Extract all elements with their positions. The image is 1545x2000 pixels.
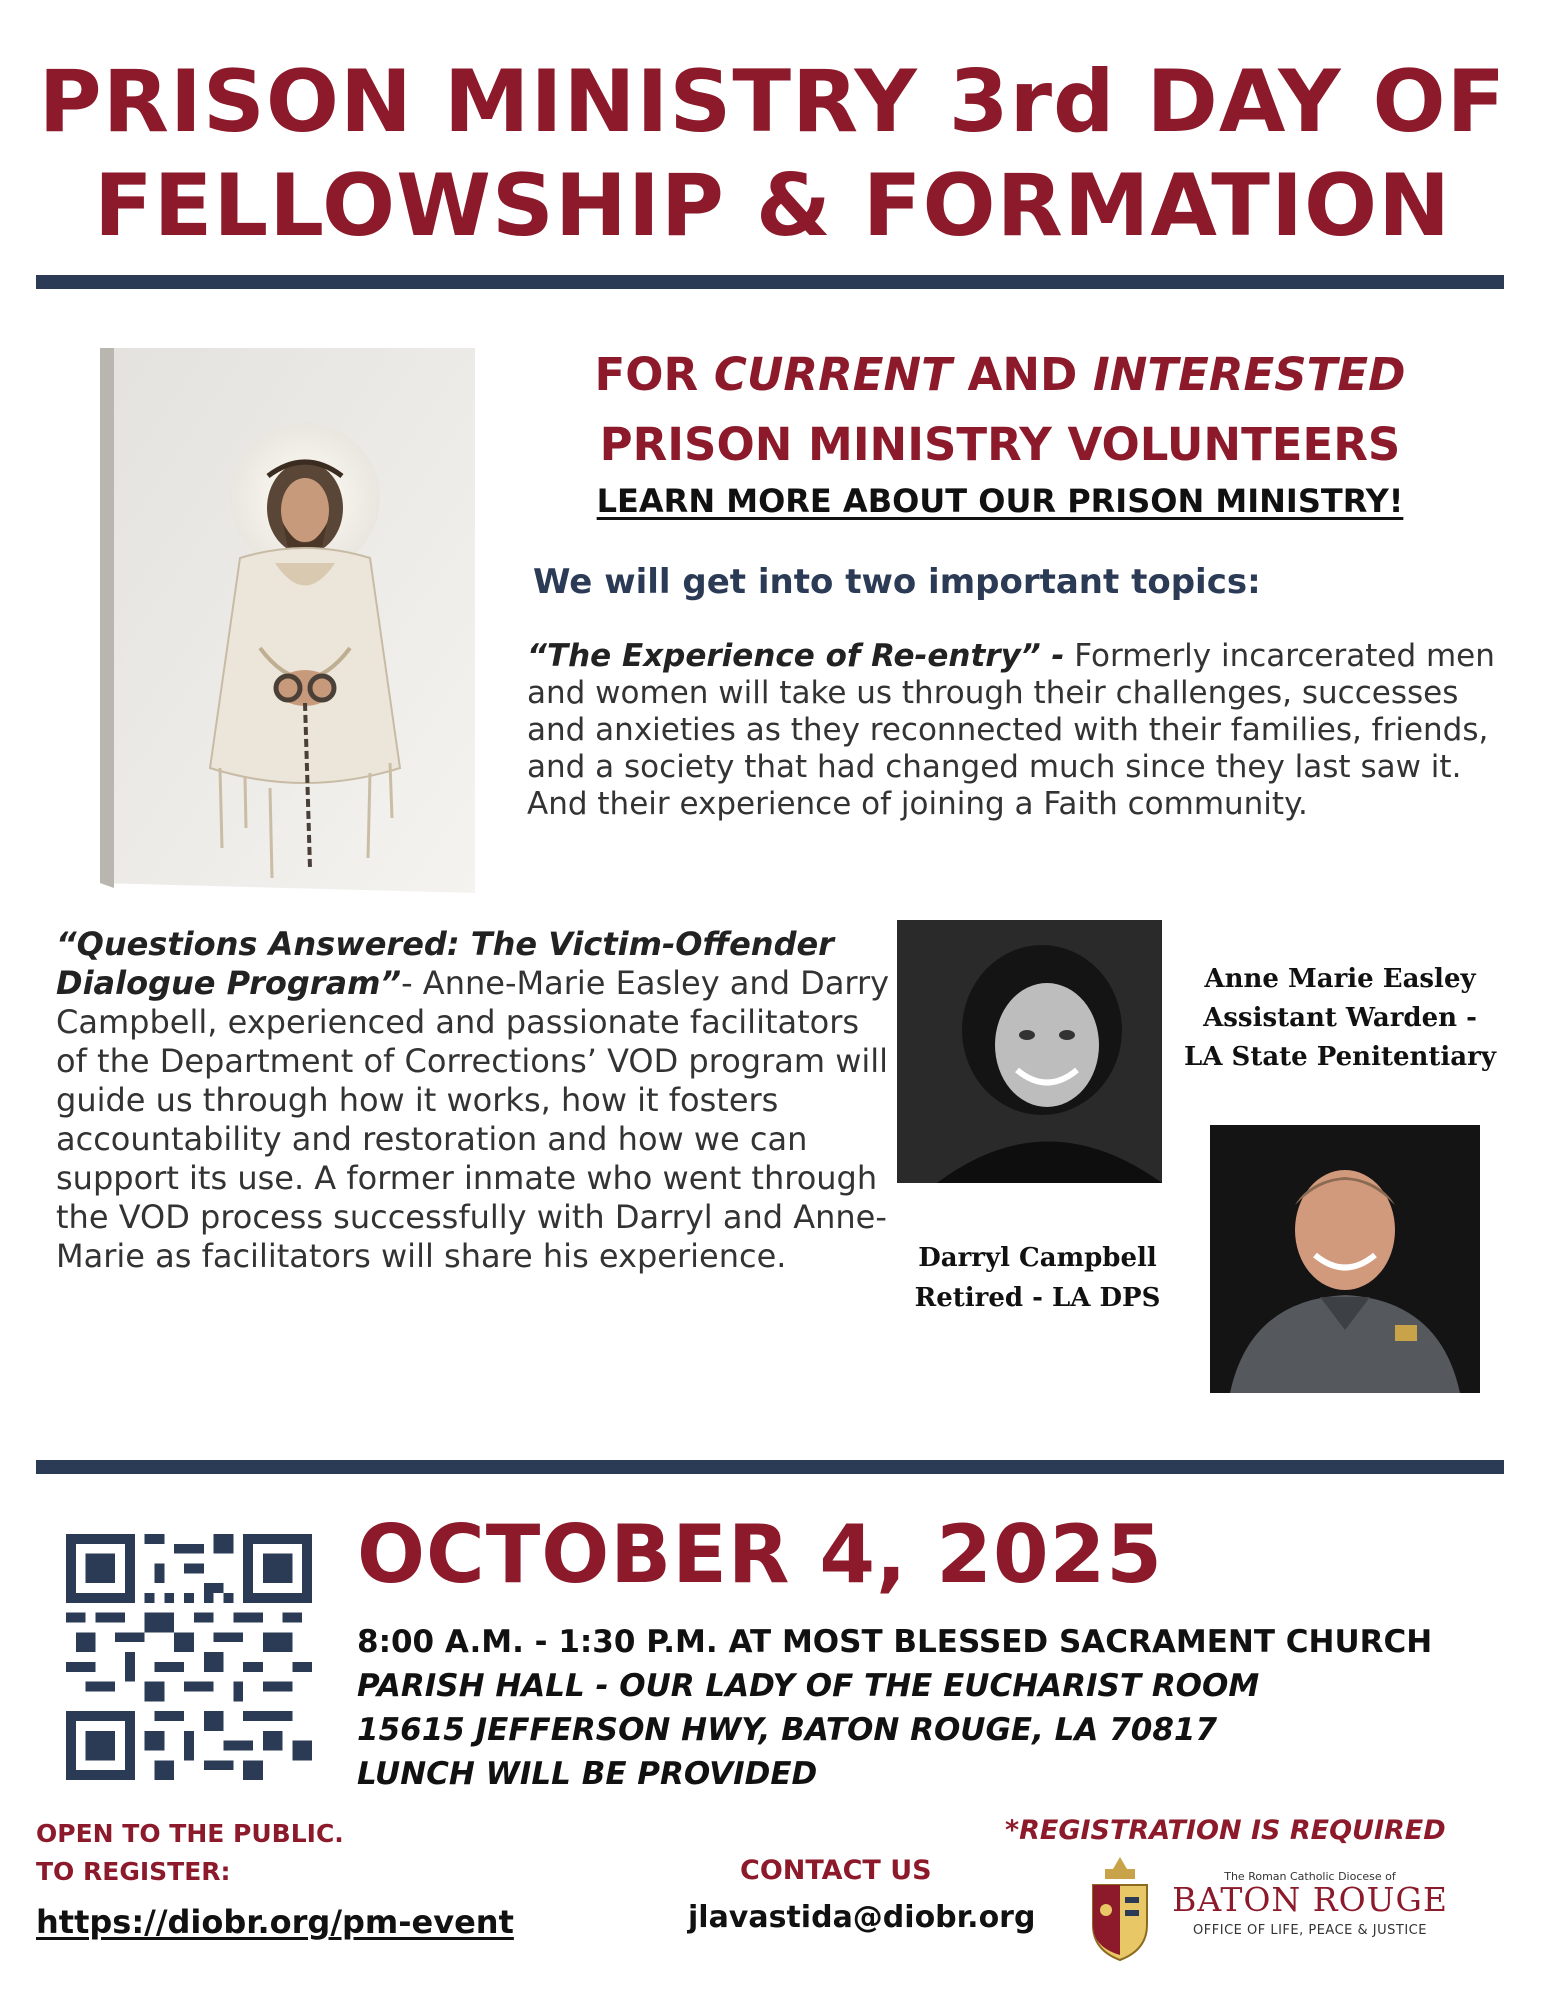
darryl-name: Darryl Campbell — [918, 1243, 1157, 1273]
jesus-painting-image — [100, 348, 475, 893]
registration-required: *REGISTRATION IS REQUIRED — [1005, 1815, 1446, 1846]
open-public-text: OPEN TO THE PUBLIC. — [36, 1819, 344, 1848]
darryl-caption — [885, 1238, 1190, 1318]
event-date: OCTOBER 4, 2025 — [357, 1508, 1163, 1601]
page-title — [30, 50, 1515, 258]
topic-reentry — [527, 638, 1502, 823]
topic-reentry-body: Formerly incarcerated men and women will take us through their challenges, successes and anxieties as they reconnected with their families, friends, and a society that had changed much since they last saw it. And their experience of joining a Faith community. — [527, 638, 1495, 822]
anne-marie-easley-photo — [897, 920, 1162, 1183]
topic-vod-title: “Questions Answered: The Victim-Offender Dialogue Program” — [56, 925, 834, 1002]
learn-more-heading: LEARN MORE ABOUT OUR PRISON MINISTRY! — [596, 482, 1404, 520]
contact-email-link[interactable]: jlavastida@diobr.org — [688, 1900, 1036, 1935]
event-room: PARISH HALL - OUR LADY OF THE EUCHARIST ROOM — [357, 1668, 1260, 1704]
event-time-location: 8:00 A.M. - 1:30 P.M. AT MOST BLESSED SACRAMENT CHURCH — [357, 1624, 1433, 1660]
event-address: 15615 JEFFERSON HWY, BATON ROUGE, LA 70817 — [357, 1712, 1218, 1748]
to-register-text: TO REGISTER: — [36, 1857, 231, 1886]
top-divider — [36, 275, 1504, 289]
interested-word: INTERESTED — [1093, 348, 1406, 401]
register-link[interactable]: https://diobr.org/pm-event — [36, 1903, 514, 1941]
darryl-title: Retired - LA DPS — [914, 1283, 1161, 1313]
diocese-crest-icon — [1085, 1855, 1155, 1965]
registration-qr-code[interactable] — [66, 1534, 312, 1780]
and-word: AND — [951, 348, 1094, 401]
open-to-public — [36, 1815, 344, 1891]
contact-label: CONTACT US — [740, 1855, 932, 1886]
event-lunch: LUNCH WILL BE PROVIDED — [357, 1756, 818, 1792]
darryl-campbell-photo — [1210, 1125, 1480, 1393]
anne-title: Assistant Warden - — [1203, 1003, 1477, 1033]
event-details — [357, 1620, 1507, 1796]
anne-caption — [1165, 960, 1515, 1077]
logo-office-text: OFFICE OF LIFE, PEACE & JUSTICE — [1193, 1923, 1427, 1938]
topic-reentry-title: “The Experience of Re-entry” - — [527, 638, 1065, 674]
title-line-1: PRISON MINISTRY 3rd DAY OF — [38, 52, 1507, 152]
bottom-divider — [36, 1460, 1504, 1474]
topic-vod — [56, 925, 896, 1276]
topic-vod-body: - Anne-Marie Easley and Darry Campbell, experienced and passionate facilitators of the Department of Corrections’ VOD program will guide us through how it works, how it fosters accountability and restoration and how we can support its use. A former inmate who went through the VOD process successfully with Darryl and Anne-Marie as facilitators will share his experience. — [56, 964, 890, 1275]
topics-intro: We will get into two important topics: — [533, 562, 1261, 602]
anne-name: Anne Marie Easley — [1204, 964, 1476, 994]
for-prefix: FOR — [594, 348, 714, 401]
title-line-2: FELLOWSHIP & FORMATION — [93, 156, 1452, 256]
current-word: CURRENT — [713, 348, 952, 401]
volunteers-heading — [535, 340, 1465, 480]
anne-org: LA State Penitentiary — [1184, 1042, 1496, 1072]
volunteers-line: PRISON MINISTRY VOLUNTEERS — [599, 418, 1401, 471]
logo-big-text: BATON ROUGE — [1172, 1880, 1448, 1919]
logo-small-text: The Roman Catholic Diocese of — [1224, 1870, 1396, 1883]
